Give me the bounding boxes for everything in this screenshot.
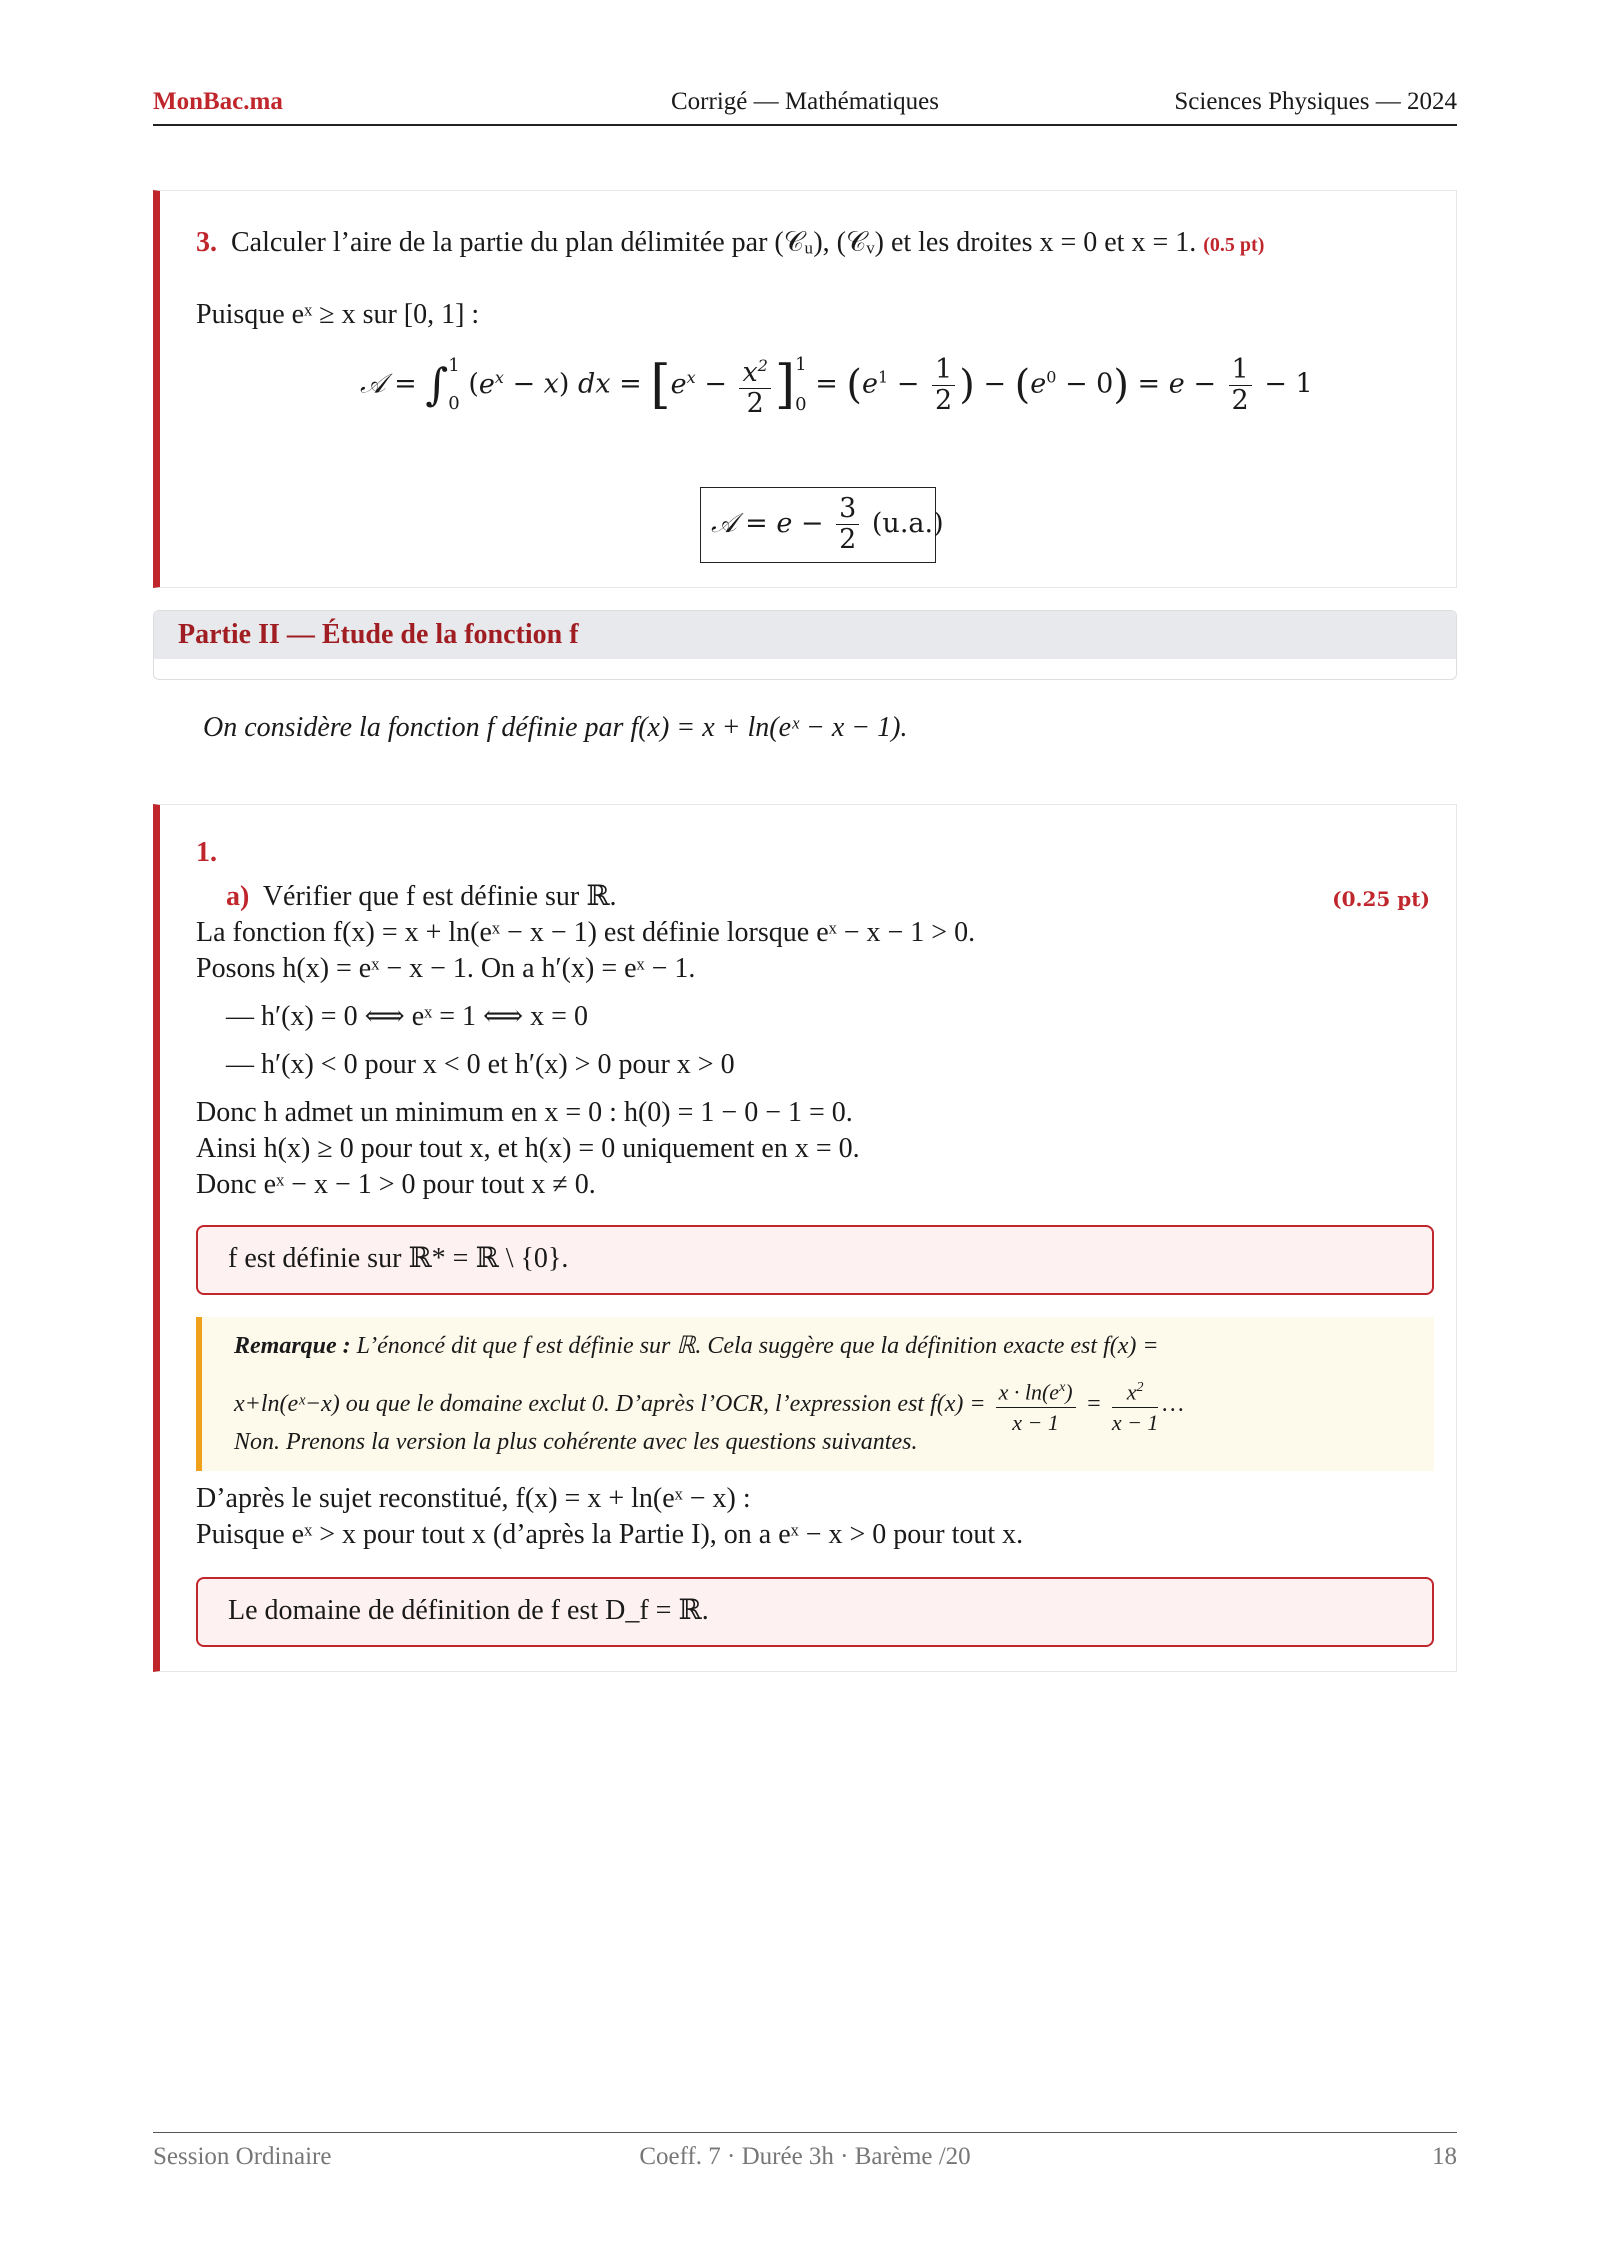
conclusion-box-1 — [196, 1225, 1434, 1295]
sub-label: a) — [226, 881, 250, 912]
question-3-statement — [196, 225, 1436, 263]
remark-text-3: Non. Prenons la version la plus cohérente avec les questions suivantes. — [234, 1429, 918, 1455]
footer-session: Session Ordinaire — [153, 2143, 332, 2170]
header-subject: Sciences Physiques — 2024 — [1174, 88, 1457, 115]
question-1-block — [153, 804, 1457, 1672]
question-text: Calculer l’aire de la partie du plan délimitée par (𝒞ᵤ), (𝒞ᵥ) et les droites x = 0 et x = 1. — [231, 227, 1197, 258]
condition-line: Puisque eˣ ≥ x sur [0, 1] : — [196, 299, 480, 330]
sub-question-a — [226, 879, 617, 915]
site-name[interactable]: MonBac.ma — [153, 88, 283, 115]
page-footer — [153, 2132, 1457, 2173]
bullet-item-1: — h′(x) = 0 ⟺ eˣ = 1 ⟺ x = 0 — [226, 1001, 588, 1032]
remark-line-1 — [234, 1331, 1159, 1360]
area-result: 𝒜 = e − $\frac{3}{2}$ (u.a.) — [711, 493, 944, 555]
conclusion-text: Le domaine de définition de f est D_f = ℝ. — [228, 1595, 709, 1626]
points-badge: (0.5 pt) — [1203, 234, 1265, 256]
section-title: Partie II — Étude de la fonction f — [178, 619, 579, 650]
solution-line-6: D’après le sujet reconstitué, f(x) = x + ln(eˣ − x) : — [196, 1483, 751, 1514]
integral-equation: 𝒜 = ∫ 1 0 $(e^x - x)$ dx = [$e^x$ − $\frac{x^2}{2}$ ] 1 0 = ($e^1$ − $\frac{1}{2}$ ) − $(e^0 - 0) = e$ − $\frac{1}{2}$ − 1 — [360, 351, 1313, 419]
result-box — [700, 487, 944, 563]
points-badge: (0.25 pt) — [1332, 887, 1430, 911]
remark-text-2: x+ln(eˣ−x) ou que le domaine exclut 0. D’après l’OCR, l’expression est f(x) = — [234, 1391, 986, 1418]
section-partie-ii — [153, 610, 1457, 680]
remark-label: Remarque : — [234, 1333, 351, 1359]
question-number: 3. — [196, 227, 217, 258]
question-number: 1. — [196, 837, 217, 868]
header-title: Corrigé — Mathématiques — [671, 88, 939, 115]
solution-line-2: Posons h(x) = eˣ − x − 1. On a h′(x) = eˣ − 1. — [196, 953, 696, 984]
page-header — [153, 88, 1457, 126]
sub-question-text: Vérifier que f est définie sur ℝ. — [262, 881, 617, 912]
footer-info: Coeff. 7 · Durée 3h · Barème /20 — [639, 2143, 971, 2170]
solution-line-3: Donc h admet un minimum en x = 0 : h(0) = 1 − 0 − 1 = 0. — [196, 1097, 853, 1128]
question-3-block — [153, 190, 1457, 588]
page — [153, 0, 1457, 2262]
intro-statement: On considère la fonction f définie par f(x) = x + ln(eˣ − x − 1). — [203, 712, 908, 743]
page-number: 18 — [1432, 2143, 1457, 2170]
conclusion-box-2 — [196, 1577, 1434, 1647]
solution-line-4: Ainsi h(x) ≥ 0 pour tout x, et h(x) = 0 uniquement en x = 0. — [196, 1133, 860, 1164]
solution-line-7: Puisque eˣ > x pour tout x (d’après la Partie I), on a eˣ − x > 0 pour tout x. — [196, 1519, 1024, 1550]
solution-line-1: La fonction f(x) = x + ln(eˣ − x − 1) est définie lorsque eˣ − x − 1 > 0. — [196, 917, 976, 948]
bullet-item-2: — h′(x) < 0 pour x < 0 et h′(x) > 0 pour x > 0 — [226, 1049, 735, 1080]
remark-text-1: L’énoncé dit que f est définie sur ℝ. Cela suggère que la définition exacte est f(x) = — [356, 1333, 1159, 1359]
conclusion-text: f est définie sur ℝ* = ℝ \ {0}. — [228, 1243, 569, 1274]
remark-box — [196, 1317, 1434, 1471]
solution-line-5: Donc eˣ − x − 1 > 0 pour tout x ≠ 0. — [196, 1169, 596, 1200]
remark-line-2: x+ln(eˣ−x) ou que le domaine exclut 0. D’après l’OCR, l’expression est f(x) = $\frac{x \cdot \ln(e^x)}{x - 1}$ = $\frac{x^2}{x - 1}$ … — [234, 1373, 1184, 1438]
